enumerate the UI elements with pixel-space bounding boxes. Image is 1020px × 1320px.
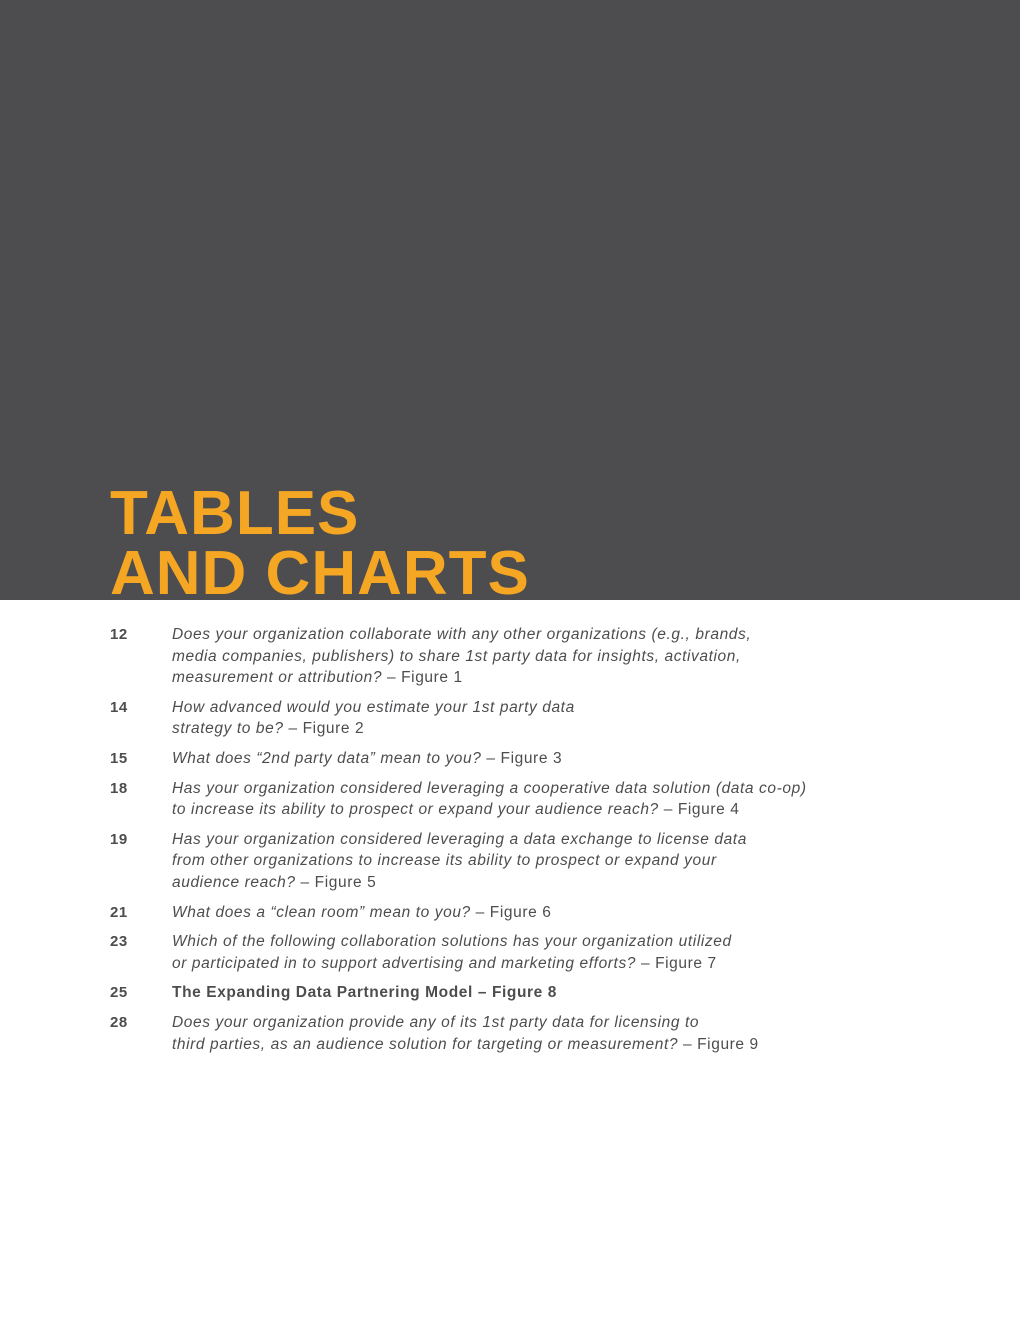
toc-entry-line: Does your organization collaborate with any other organizations (e.g., brands, bbox=[172, 626, 752, 643]
toc-entry-text bbox=[172, 1012, 759, 1055]
toc-figure-ref: – Figure 5 bbox=[295, 873, 377, 891]
toc-entry[interactable] bbox=[110, 778, 910, 821]
toc-figure-ref: – Figure 7 bbox=[636, 954, 717, 972]
toc-entry-last-line bbox=[172, 982, 557, 1004]
toc-entry-text bbox=[172, 748, 562, 770]
toc-entry[interactable] bbox=[110, 748, 910, 770]
toc-entry[interactable] bbox=[110, 697, 910, 740]
toc-entry-line: Has your organization considered leveraging a cooperative data solution (data co-op) bbox=[172, 779, 807, 797]
page-title bbox=[110, 479, 530, 608]
toc-entry-line: Which of the following collaboration solutions has your organization utilized bbox=[172, 933, 732, 951]
toc-figure-ref: – Figure 8 bbox=[472, 984, 558, 1002]
toc-page-number: 23 bbox=[110, 933, 128, 951]
toc-entry-text bbox=[172, 931, 732, 974]
toc-page-number: 12 bbox=[110, 626, 128, 643]
toc-entry-last-line bbox=[172, 718, 575, 740]
title-line-1: TABLES bbox=[110, 479, 360, 548]
toc-entry[interactable] bbox=[110, 829, 910, 894]
toc-entry-line: The Expanding Data Partnering Model bbox=[172, 984, 473, 1002]
toc-entry-text bbox=[172, 624, 751, 689]
toc-entry-line: Has your organization considered leveraging a data exchange to license data bbox=[172, 830, 747, 848]
toc-entry-last-line bbox=[172, 748, 562, 770]
toc-page-number: 25 bbox=[110, 984, 128, 1002]
toc-entry-line: measurement or attribution? bbox=[172, 669, 383, 687]
toc-entry-line: from other organizations to increase its ability to prospect or expand your bbox=[172, 852, 717, 870]
toc-entry-line: third parties, as an audience solution for targeting or measurement? bbox=[172, 1035, 679, 1053]
toc-entry-line: How advanced would you estimate your 1st party data bbox=[172, 698, 575, 716]
toc-entry-text bbox=[172, 778, 807, 821]
toc-entry-text bbox=[172, 697, 575, 740]
toc-entry-line: audience reach? bbox=[172, 873, 296, 891]
toc-entry-line: What does a “clean room” mean to you? bbox=[172, 903, 471, 921]
toc-entry-text bbox=[172, 982, 557, 1004]
toc-entry-text bbox=[172, 902, 551, 924]
toc-entry-last-line bbox=[172, 953, 732, 975]
toc-entry-last-line bbox=[172, 667, 751, 689]
toc-page-number: 14 bbox=[110, 698, 128, 716]
toc-page-number: 21 bbox=[110, 903, 128, 921]
toc-entry[interactable] bbox=[110, 931, 910, 974]
toc-entry-line: to increase its ability to prospect or expand your audience reach? bbox=[172, 801, 659, 819]
toc-page-number: 15 bbox=[110, 749, 128, 767]
toc-entry-text bbox=[172, 829, 747, 894]
toc-entry-last-line bbox=[172, 902, 551, 924]
toc-figure-ref: – Figure 6 bbox=[470, 903, 552, 921]
toc-page-number: 19 bbox=[110, 830, 128, 848]
toc-entry[interactable] bbox=[110, 624, 910, 689]
toc-entry-line: or participated in to support advertising and marketing efforts? bbox=[172, 954, 637, 972]
title-line-2: AND CHARTS bbox=[110, 539, 530, 608]
toc-figure-ref: – Figure 9 bbox=[678, 1035, 759, 1053]
toc-entry-last-line bbox=[172, 872, 747, 894]
toc-figure-ref: – Figure 3 bbox=[481, 749, 563, 767]
toc-entry-line: Does your organization provide any of its 1st party data for licensing to bbox=[172, 1013, 700, 1031]
table-of-contents bbox=[110, 624, 910, 1063]
toc-entry[interactable] bbox=[110, 982, 910, 1004]
toc-entry-last-line bbox=[172, 799, 807, 821]
toc-entry-line: What does “2nd party data” mean to you? bbox=[172, 749, 482, 767]
toc-figure-ref: – Figure 1 bbox=[382, 669, 463, 687]
toc-entry-last-line bbox=[172, 1034, 759, 1056]
toc-entry[interactable] bbox=[110, 1012, 910, 1055]
toc-entry[interactable] bbox=[110, 902, 910, 924]
toc-page-number: 28 bbox=[110, 1013, 128, 1031]
toc-page-number: 18 bbox=[110, 779, 128, 797]
toc-figure-ref: – Figure 2 bbox=[283, 720, 365, 738]
toc-entry-line: media companies, publishers) to share 1st party data for insights, activation, bbox=[172, 647, 741, 665]
toc-figure-ref: – Figure 4 bbox=[658, 801, 740, 819]
toc-entry-line: strategy to be? bbox=[172, 720, 284, 738]
